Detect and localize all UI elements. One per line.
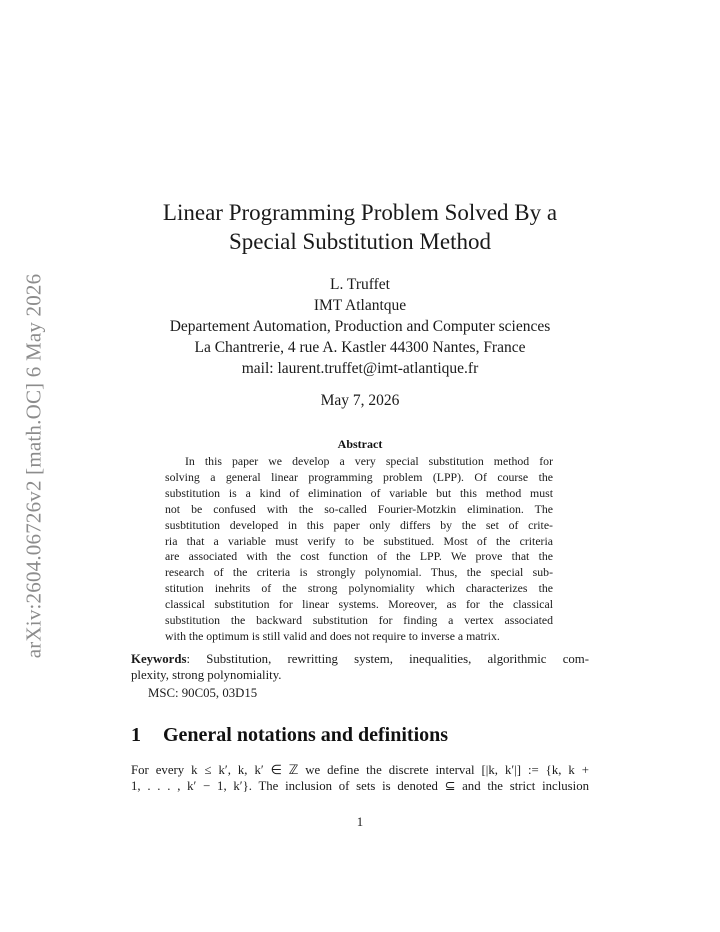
keywords-label: Keywords xyxy=(131,652,187,666)
section-title: General notations and definitions xyxy=(163,724,449,746)
arxiv-identifier-stamp: arXiv:2604.06726v2 [math.OC] 6 May 2026 xyxy=(21,273,46,659)
author-address: La Chantrerie, 4 rue A. Kastler 44300 Nantes, France xyxy=(194,339,526,356)
abstract-line: ria that a variable must verify to be substitued. Most of the criteria xyxy=(165,533,553,548)
abstract-line: classical substitution for linear systems. Moreover, as for the classical xyxy=(165,597,553,612)
author-name: L. Truffet xyxy=(329,276,390,293)
abstract-body xyxy=(165,454,553,645)
keywords-text: : Substitution, rewritting system, inequalities, algorithmic com- xyxy=(186,652,589,666)
author-email: mail: laurent.truffet@imt-atlantique.fr xyxy=(241,360,479,377)
body-paragraph xyxy=(131,762,589,794)
body-line: 1, . . . , k′ − 1, k′}. The inclusion of sets is denoted ⊆ and the strict inclusion xyxy=(131,779,589,793)
abstract-line: not be confused with the so-called Fourier-Motzkin elimination. The xyxy=(165,501,553,516)
keywords-paragraph xyxy=(131,651,589,683)
author-department: Departement Automation, Production and Computer sciences xyxy=(169,318,551,335)
abstract-line: solving a general linear programming problem (LPP). Of course the xyxy=(165,469,553,484)
section-heading xyxy=(131,724,448,747)
author-block xyxy=(0,274,720,379)
abstract-line: In this paper we develop a very special substitution method for xyxy=(185,454,553,468)
keywords-line-1 xyxy=(131,651,589,667)
abstract-line: research of the criteria is strongly polynomial. Thus, the special sub- xyxy=(165,565,553,580)
abstract-line: substitution is a kind of elimination of variable but this method must xyxy=(165,485,553,500)
author-institution: IMT Atlantque xyxy=(313,297,407,314)
paper-title-line-2: Special Substitution Method xyxy=(229,229,491,254)
abstract-line: substitution the backward substitution for finding a vertex associated xyxy=(165,613,553,628)
paper-title-line-1: Linear Programming Problem Solved By a xyxy=(162,200,558,225)
abstract-line: susbtitution developed in this paper only differs by the set of crite- xyxy=(165,517,553,532)
body-line: For every k ≤ k′, k, k′ ∈ ℤ we define the discrete interval [|k, k′|] := {k, k + xyxy=(131,763,589,777)
abstract-line: with the optimum is still valid and does not require to inverse a matrix. xyxy=(165,628,500,643)
abstract-heading: Abstract xyxy=(337,437,383,451)
paper-date: May 7, 2026 xyxy=(320,392,400,409)
msc-classification: MSC: 90C05, 03D15 xyxy=(148,686,258,700)
abstract-line: are associated with the cost function of the LPP. We prove that the xyxy=(165,549,553,564)
page-number: 1 xyxy=(356,815,364,829)
abstract-line: stitution inehrits of the strong polynomiality which characterizes the xyxy=(165,581,553,596)
paper-title xyxy=(0,198,720,256)
keywords-line-2: plexity, strong polynomiality. xyxy=(131,668,282,682)
section-number: 1 xyxy=(131,724,141,746)
